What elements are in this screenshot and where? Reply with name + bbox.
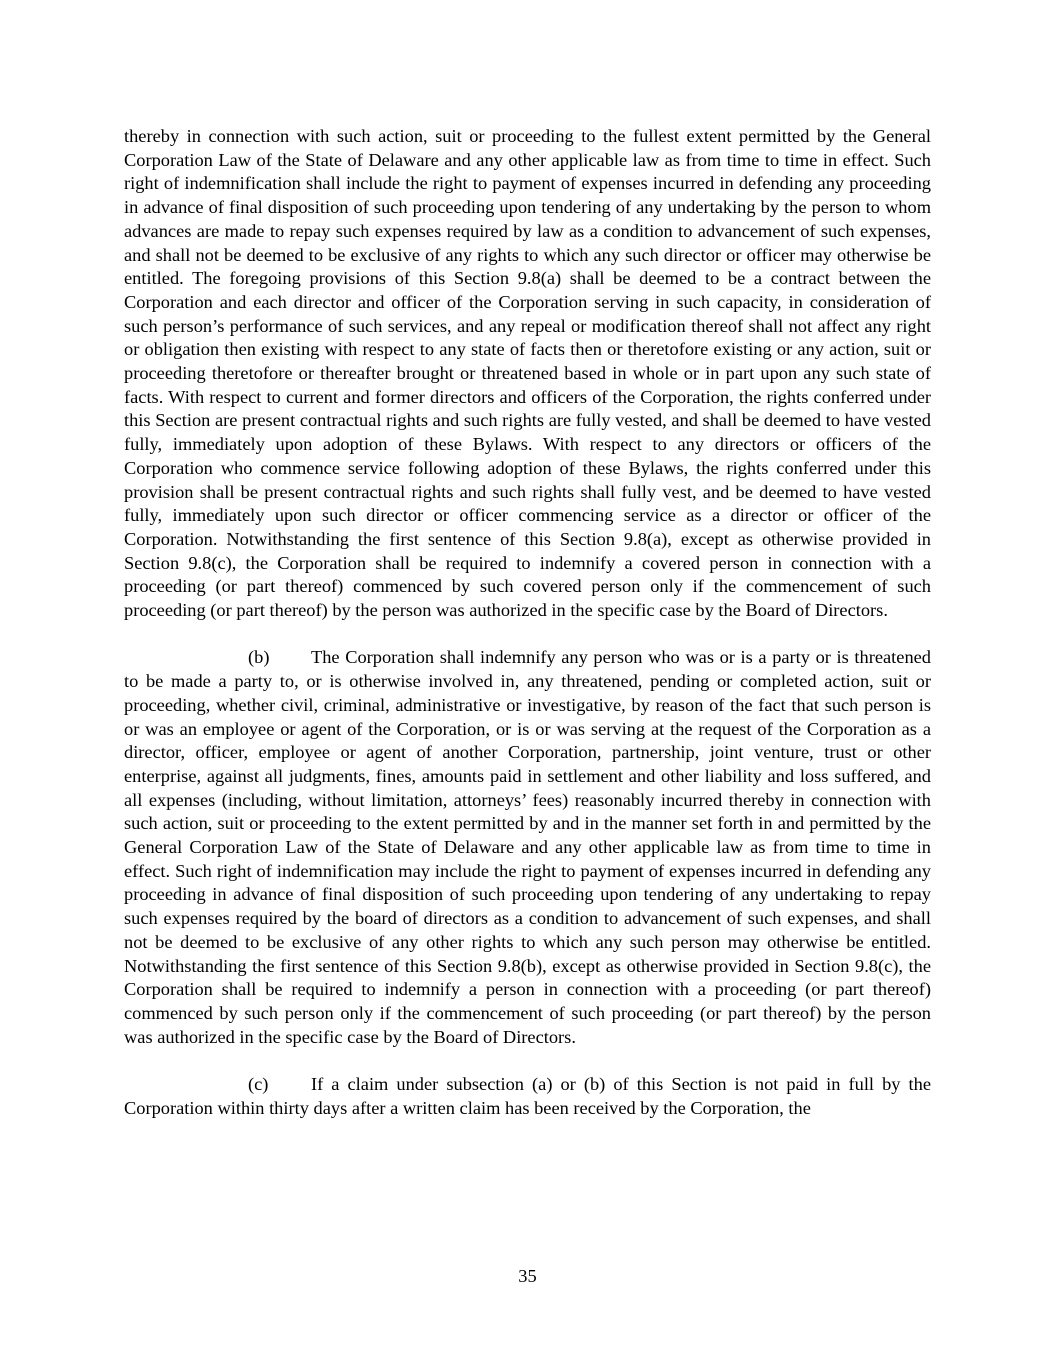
paragraph-b bbox=[124, 646, 931, 1049]
paragraph-b-label: (b) bbox=[248, 647, 270, 668]
paragraph-b-text: The Corporation shall indemnify any person who was or is a party or is threatened to be made a party to, or is otherwise involved in, any threatened, pending or completed action, suit or proceeding, whether civil, criminal, administrative or investigative, by reason of the fact that such person is or was an employee or agent of the Corporation, or is or was serving at the request of the Corporation as a director, officer, employee or agent of another Corporation, partnership, joint venture, trust or other enterprise, against all judgments, fines, amounts paid in settlement and other liability and loss suffered, and all expenses (including, without limitation, attorneys’ fees) reasonably incurred thereby in connection with such action, suit or proceeding to the extent permitted by and in the manner set forth in and permitted by the General Corporation Law of the State of Delaware and any other applicable law as from time to time in effect. Such right of indemnification may include the right to payment of expenses incurred in defending any proceeding in advance of final disposition of such proceeding upon tendering of any undertaking to repay such expenses required by the board of directors as a condition to advancement of such expenses, and shall not be deemed to be exclusive of any other rights to which any such person may otherwise be entitled. Notwithstanding the first sentence of this Section 9.8(b), except as otherwise provided in Section 9.8(c), the Corporation shall be required to indemnify a person in connection with a proceeding (or part thereof) commenced by such person only if the commencement of such proceeding (or part thereof) by the person was authorized in the specific case by the Board of Directors. bbox=[124, 647, 931, 1047]
page-number: 35 bbox=[518, 1266, 537, 1286]
paragraph-c-label: (c) bbox=[248, 1074, 269, 1095]
paragraph-c bbox=[124, 1073, 931, 1120]
page-body bbox=[124, 125, 931, 1144]
paragraph-c-text: If a claim under subsection (a) or (b) of this Section is not paid in full by the Corporation within thirty days after a written claim has been received by the Corporation, the bbox=[124, 1074, 931, 1118]
paragraph-a-continued: thereby in connection with such action, suit or proceeding to the fullest extent permitted by the General Corporation Law of the State of Delaware and any other applicable law as from time to time in effect. Such right of indemnification shall include the right to payment of expenses incurred in defending any proceeding in advance of final disposition of such proceeding upon tendering of any undertaking by the person to whom advances are made to repay such expenses required by law as a condition to advancement of such expenses, and shall not be deemed to be exclusive of any rights to which any such director or officer may otherwise be entitled. The foregoing provisions of this Section 9.8(a) shall be deemed to be a contract between the Corporation and each director and officer of the Corporation serving in such capacity, in consideration of such person’s performance of such services, and any repeal or modification thereof shall not affect any right or obligation then existing with respect to any state of facts then or theretofore existing or any action, suit or proceeding theretofore or thereafter brought or threatened based in whole or in part upon any such state of facts. With respect to current and former directors and officers of the Corporation, the rights conferred under this Section are present contractual rights and such rights are fully vested, and shall be deemed to have vested fully, immediately upon adoption of these Bylaws. With respect to any directors or officers of the Corporation who commence service following adoption of these Bylaws, the rights conferred under this provision shall be present contractual rights and such rights shall fully vest, and be deemed to have vested fully, immediately upon such director or officer commencing service as a director or officer of the Corporation. Notwithstanding the first sentence of this Section 9.8(a), except as otherwise provided in Section 9.8(c), the Corporation shall be required to indemnify a covered person in connection with a proceeding (or part thereof) commenced by such covered person only if the commencement of such proceeding (or part thereof) by the person was authorized in the specific case by the Board of Directors. bbox=[124, 126, 931, 621]
